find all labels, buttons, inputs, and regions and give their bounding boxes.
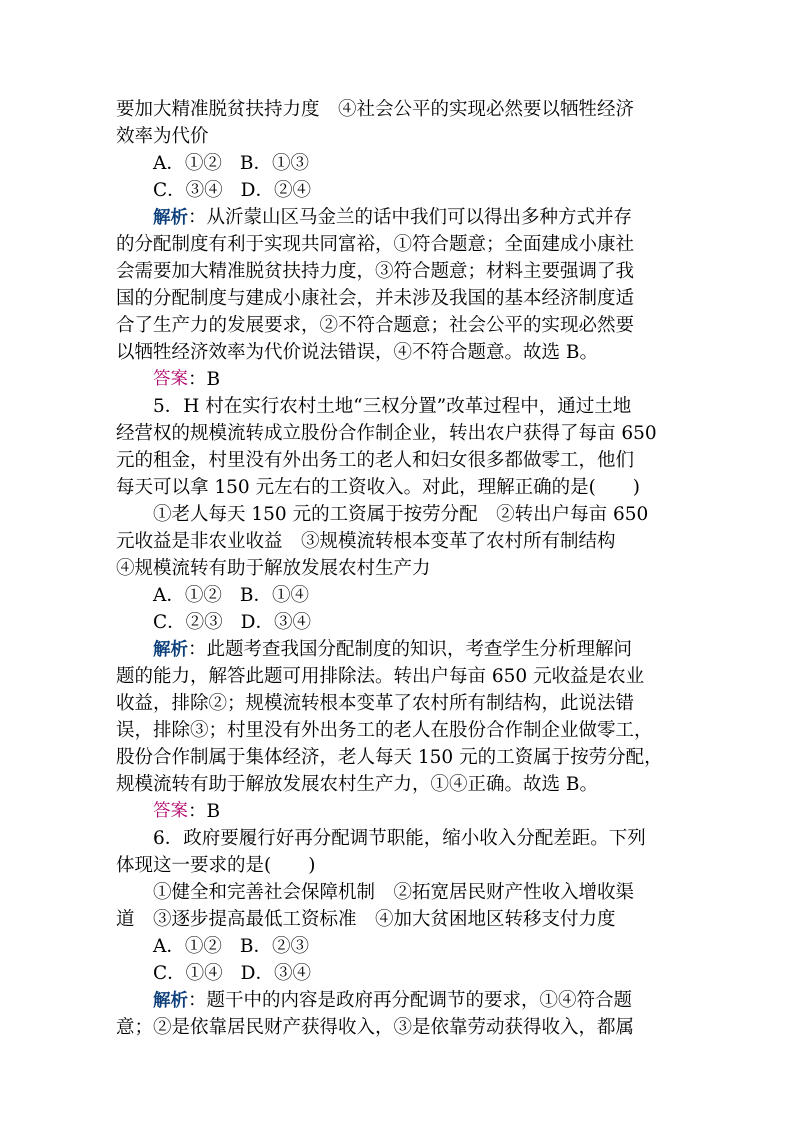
q5-choice-line	[116, 501, 686, 528]
text-line: ④规模流转有助于解放发展农村生产力	[116, 558, 431, 579]
option-d: D．③④	[240, 963, 311, 984]
text-line: 6．政府要履行好再分配调节职能，缩小收入分配差距。下列	[153, 828, 646, 849]
q4-analysis-line	[116, 285, 686, 312]
text-line: 体现这一要求的是( )	[116, 855, 316, 876]
q5-analysis-line	[116, 663, 686, 690]
q5-options-row-1	[116, 582, 686, 609]
q6-analysis-first-line	[116, 987, 686, 1014]
document-page	[116, 96, 686, 1041]
q4-options-row-1	[116, 150, 686, 177]
option-d: D．③④	[240, 612, 311, 633]
option-c: C．③④	[153, 180, 223, 201]
text-line: 每天可以拿 150 元左右的工资收入。对此，理解正确的是( )	[116, 477, 641, 498]
q5-stem-line	[116, 474, 686, 501]
q6-choice-line	[116, 906, 686, 933]
q6-options-row-2	[116, 960, 686, 987]
answer-label: 答案	[153, 801, 188, 821]
q5-analysis-line	[116, 771, 686, 798]
option-a: A．①②	[153, 585, 222, 606]
q4-analysis-first-line	[116, 204, 686, 231]
text-line: 意；②是依靠居民财产获得收入，③是依靠劳动获得收入，都属	[116, 1017, 635, 1038]
text-line: 要加大精准脱贫扶持力度 ④社会公平的实现必然要以牺牲经济	[116, 99, 635, 120]
q4-answer	[116, 366, 686, 393]
q6-analysis-line	[116, 1014, 686, 1041]
text-line: ：题干中的内容是政府再分配调节的要求，①④符合题	[188, 990, 633, 1011]
option-a: A．①②	[153, 936, 222, 957]
analysis-label: 解析	[153, 208, 188, 228]
q4-options-row-2	[116, 177, 686, 204]
text-line: ：此题考查我国分配制度的知识，考查学生分析理解问	[188, 639, 633, 660]
q5-options-row-2	[116, 609, 686, 636]
option-c: C．①④	[153, 963, 223, 984]
q5-stem-line	[116, 393, 686, 420]
analysis-label: 解析	[153, 991, 188, 1011]
option-b: B．①③	[239, 153, 309, 174]
q4-stem-line	[116, 96, 686, 123]
answer-label: 答案	[153, 369, 188, 389]
q4-analysis-line	[116, 312, 686, 339]
q5-analysis-line	[116, 717, 686, 744]
text-line: 的分配制度有利于实现共同富裕，①符合题意；全面建成小康社	[116, 234, 635, 255]
answer-value: ：B	[188, 801, 221, 822]
q4-stem-line	[116, 123, 686, 150]
q4-analysis-line	[116, 231, 686, 258]
text-line: ①老人每天 150 元的工资属于按劳分配 ②转出户每亩 650	[153, 504, 649, 525]
text-line: 股份合作制属于集体经济，老人每天 150 元的工资属于按劳分配，	[116, 747, 663, 768]
text-line: ：从沂蒙山区马金兰的话中我们可以得出多种方式并存	[188, 207, 633, 228]
text-line: 经营权的规模流转成立股份合作制企业，转出农户获得了每亩 650	[116, 423, 657, 444]
text-line: 题的能力，解答此题可用排除法。转出户每亩 650 元收益是农业	[116, 666, 645, 687]
option-d: D．②④	[240, 180, 311, 201]
q5-analysis-line	[116, 744, 686, 771]
q6-stem-line	[116, 825, 686, 852]
option-b: B．①④	[239, 585, 309, 606]
q6-stem-line	[116, 852, 686, 879]
q6-choice-line	[116, 879, 686, 906]
q5-analysis-first-line	[116, 636, 686, 663]
q5-stem-line	[116, 420, 686, 447]
q5-choice-line	[116, 528, 686, 555]
answer-value: ：B	[188, 369, 221, 390]
text-line: 以牺牲经济效率为代价说法错误，④不符合题意。故选 B。	[116, 342, 598, 363]
option-b: B．②③	[239, 936, 309, 957]
text-line: 规模流转有助于解放发展农村生产力，①④正确。故选 B。	[116, 774, 598, 795]
q4-analysis-line	[116, 258, 686, 285]
q6-options-row-1	[116, 933, 686, 960]
text-line: 元收益是非农业收益 ③规模流转根本变革了农村所有制结构	[116, 531, 616, 552]
q5-answer	[116, 798, 686, 825]
text-line: 效率为代价	[116, 126, 209, 147]
text-line: ①健全和完善社会保障机制 ②拓宽居民财产性收入增收渠	[153, 882, 635, 903]
text-line: 收益，排除②；规模流转根本变革了农村所有制结构，此说法错	[116, 693, 635, 714]
text-line: 元的租金，村里没有外出务工的老人和妇女很多都做零工，他们	[116, 450, 635, 471]
text-line: 会需要加大精准脱贫扶持力度，③符合题意；材料主要强调了我	[116, 261, 635, 282]
q5-analysis-line	[116, 690, 686, 717]
text-line: 5．H 村在实行农村土地“三权分置”改革过程中，通过土地	[153, 396, 632, 417]
text-line: 误，排除③；村里没有外出务工的老人在股份合作制企业做零工，	[116, 720, 653, 741]
option-a: A．①②	[153, 153, 222, 174]
q5-choice-line	[116, 555, 686, 582]
text-line: 合了生产力的发展要求，②不符合题意；社会公平的实现必然要	[116, 315, 635, 336]
text-line: 道 ③逐步提高最低工资标准 ④加大贫困地区转移支付力度	[116, 909, 616, 930]
option-c: C．②③	[153, 612, 223, 633]
q4-analysis-line	[116, 339, 686, 366]
q5-stem-line	[116, 447, 686, 474]
analysis-label: 解析	[153, 640, 188, 660]
text-line: 国的分配制度与建成小康社会，并未涉及我国的基本经济制度适	[116, 288, 635, 309]
